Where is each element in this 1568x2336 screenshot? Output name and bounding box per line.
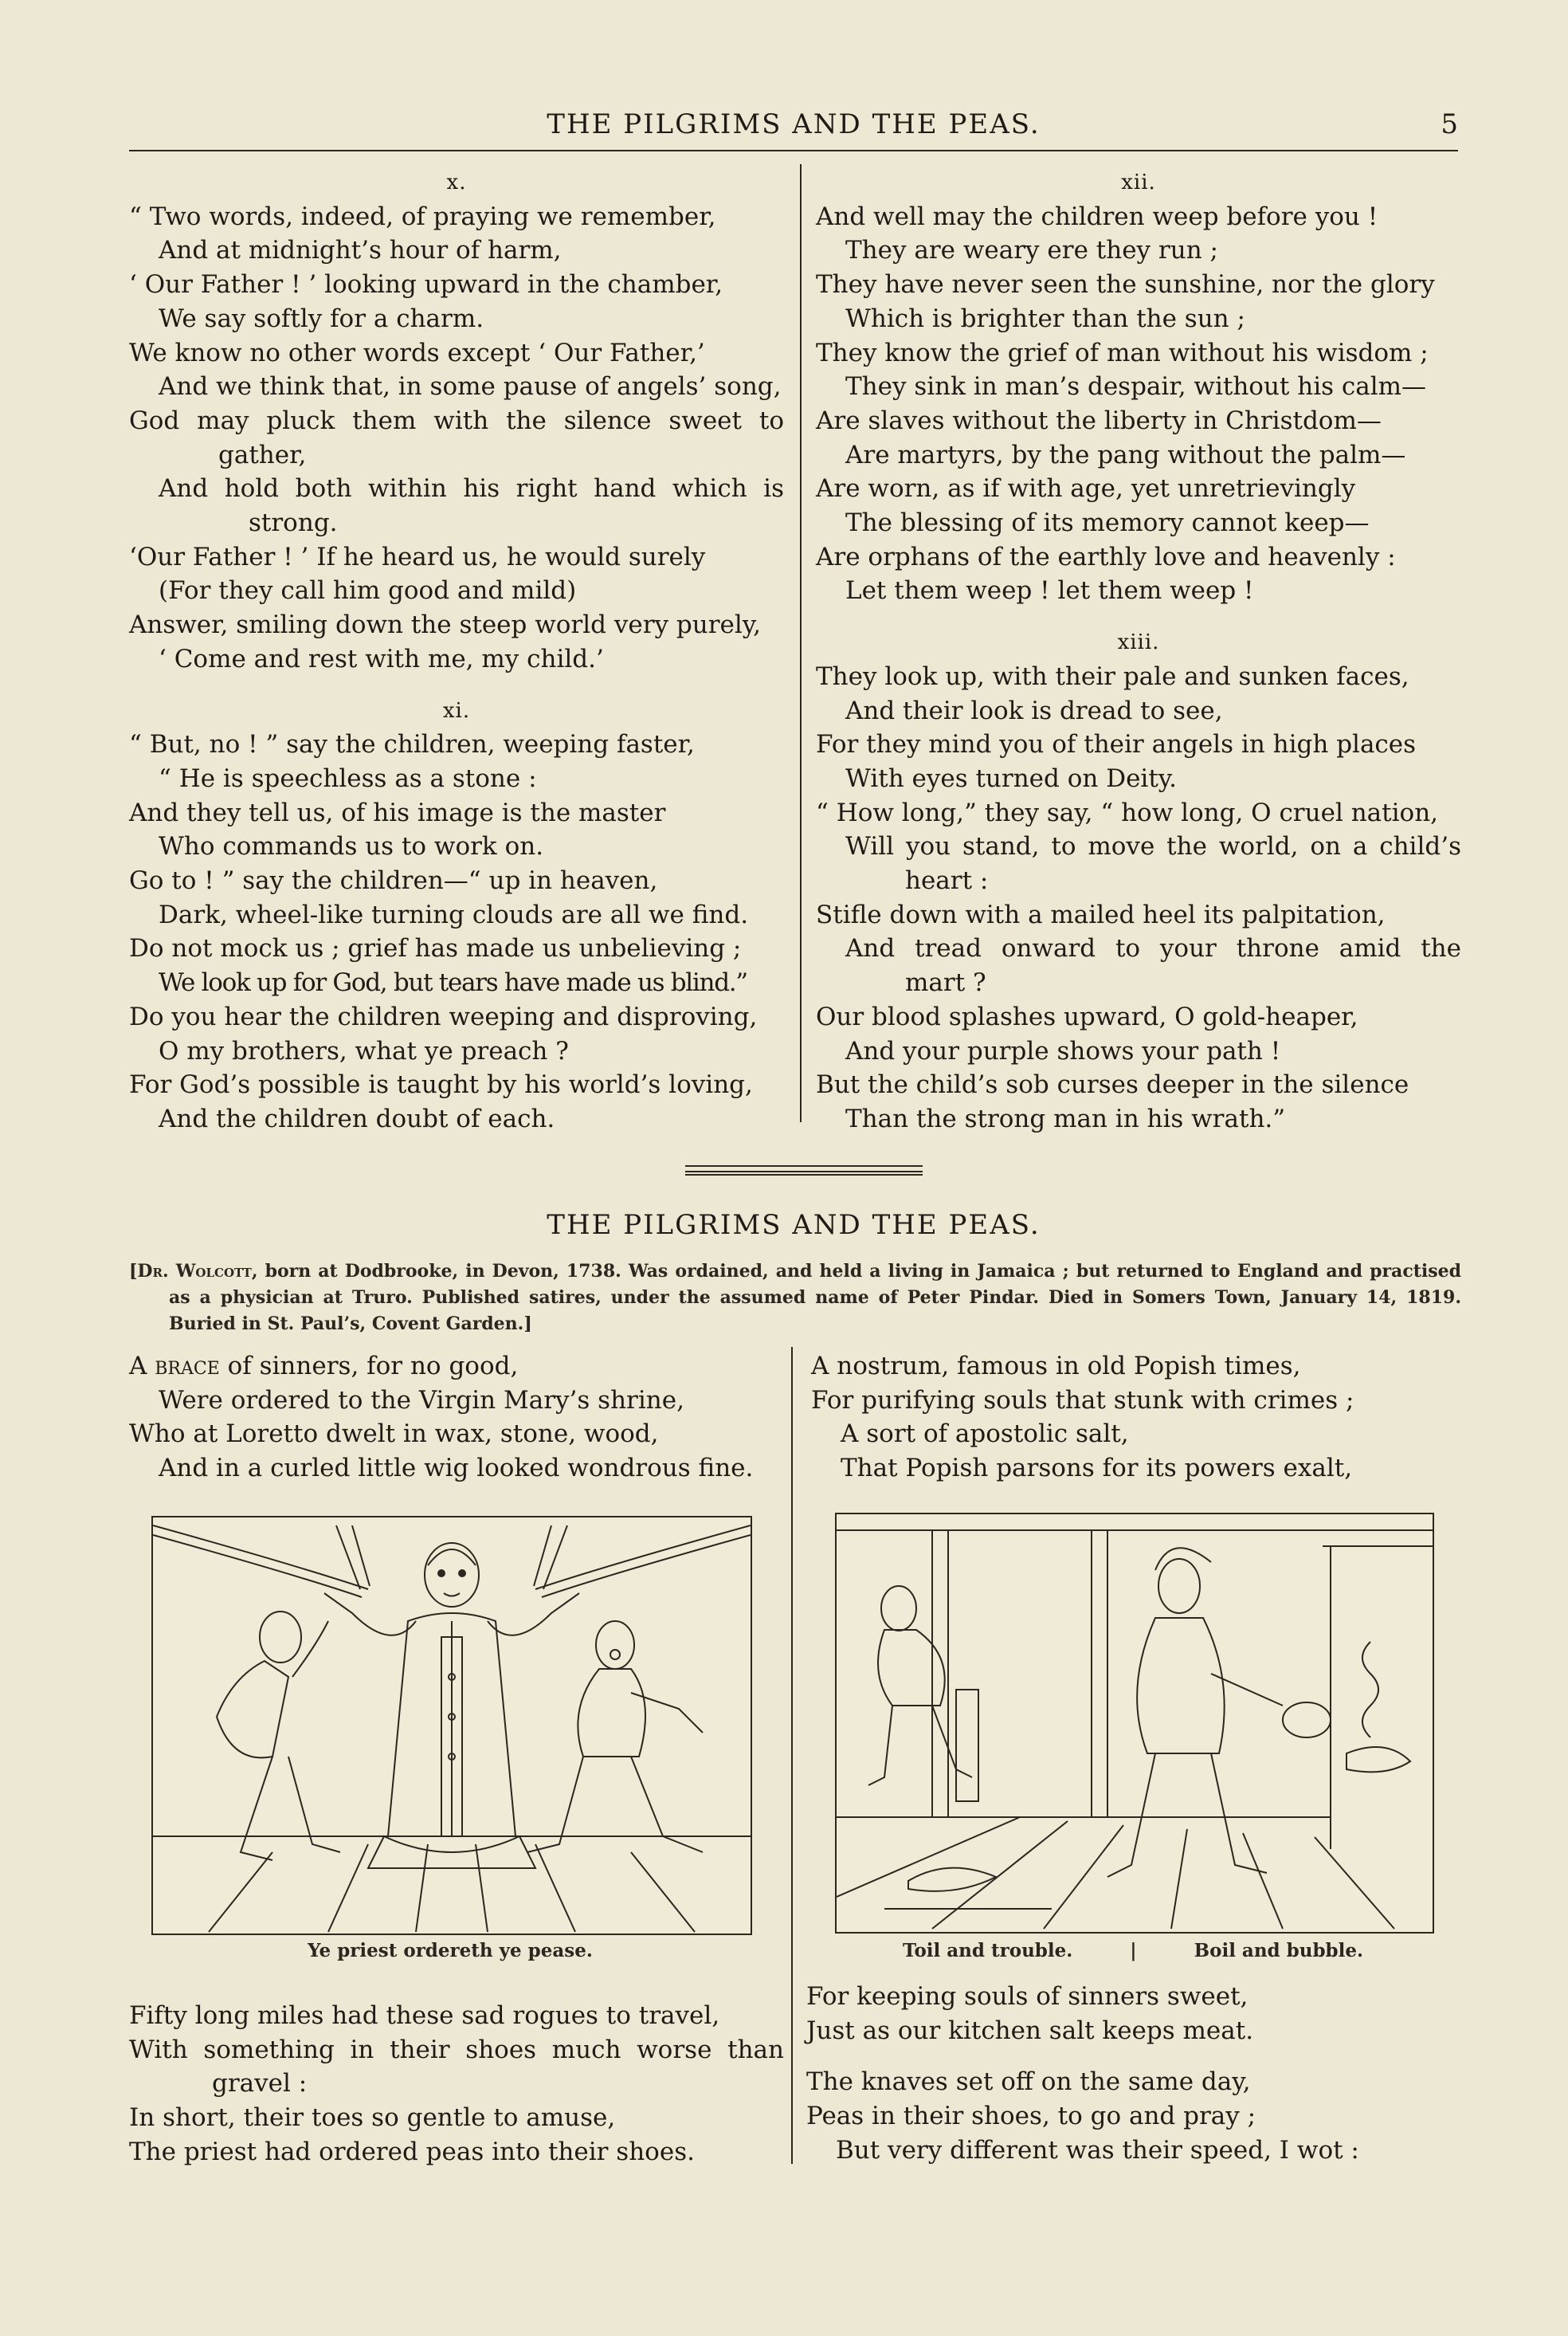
running-head-title: THE PILGRIMS AND THE PEAS. [547, 108, 1041, 140]
stanza-number: xi. [442, 698, 471, 723]
kitchen-scene-drawing [837, 1514, 1433, 1932]
verse-line: Just as our kitchen salt keeps meat. [806, 2016, 1254, 2045]
page-number: 5 [1441, 108, 1458, 140]
verse-line: of sinners, for no good, [219, 1352, 519, 1380]
caption-separator: | [1130, 1940, 1137, 1961]
section-divider-lower [685, 1174, 923, 1176]
verse-line: And tread onward to your throne amid the [845, 934, 1461, 964]
verse-line: Peas in their shoes, to go and pray ; [806, 2102, 1256, 2131]
verse-line: Answer, smiling down the steep world very purely, [129, 611, 762, 640]
verse-line: For keeping souls of sinners sweet, [806, 1982, 1249, 2011]
verse-line: They know the grief of man without his wisdom ; [816, 338, 1429, 367]
verse-line: A nostrum, famous in old Popish times, [811, 1352, 1301, 1380]
verse-line: For God’s possible is taught by his world’s loving, [129, 1070, 753, 1100]
verse-line: The knaves set off on the same day, [806, 2067, 1251, 2097]
verse-line: Let them weep ! let them weep ! [845, 576, 1254, 606]
verse-line: Dark, wheel-like turning clouds are all we find. [159, 900, 749, 929]
verse-line: We say softly for a charm. [159, 304, 484, 333]
verse-line: Are worn, as if with age, yet unretrievingly [816, 474, 1356, 504]
verse-line: Which is brighter than the sun ; [845, 304, 1245, 333]
verse-line: And hold both within his right hand which is [159, 474, 784, 504]
verse-line: And well may the children weep before you ! [816, 202, 1378, 231]
verse-line: Than the strong man in his wrath.” [845, 1104, 1286, 1133]
stanza-number: x. [446, 171, 467, 194]
column-divider-lower [791, 1347, 793, 2164]
verse-line: ‘ Our Father ! ’ looking upward in the chamber, [129, 270, 723, 300]
intro-text: born at Dodbrooke, in Devon, 1738. Was ordained, and held a living in Jamaica ; but returned to England and practised as a physician at Truro. Published satires, under the assumed name of Peter Pindar. Died in Somers Town, January 14, 1819. Buried in St. Paul’s, Covent Garden.] [169, 1261, 1461, 1334]
verse-line: Our blood splashes upward, O gold-heaper, [816, 1002, 1358, 1031]
section-divider [685, 1165, 923, 1172]
poem-title: THE PILGRIMS AND THE PEAS. [547, 1209, 1041, 1241]
verse-line: Are martyrs, by the pang without the palm— [845, 440, 1406, 469]
verse-line: Stifle down with a mailed heel its palpitation, [816, 900, 1386, 929]
right-column-upper [816, 166, 1461, 1137]
verse-line: And at midnight’s hour of harm, [159, 236, 562, 265]
verse-line: “ Two words, indeed, of praying we remember, [129, 202, 716, 231]
running-head [129, 108, 1458, 145]
verse-line: The priest had ordered peas into their shoes. [129, 2137, 695, 2166]
verse-line: With eyes turned on Deity. [845, 764, 1178, 793]
caption-right-part-b: Boil and bubble. [1194, 1940, 1363, 1961]
illustration-priest-orders-peas [151, 1516, 752, 1935]
left-column-lower-top [129, 1349, 784, 1486]
intro-bracket: [ [129, 1261, 138, 1282]
right-column-lower-top [811, 1349, 1461, 1486]
verse-lead-words: A brace [129, 1352, 220, 1380]
verse-line: O my brothers, what ye preach ? [159, 1036, 569, 1066]
verse-line: We look up for God, but tears have made us blind.” [159, 968, 747, 998]
verse-line: Are slaves without the liberty in Christdom— [816, 406, 1382, 435]
verse-line: The blessing of its memory cannot keep— [845, 508, 1370, 538]
verse-line: (For they call him good and mild) [159, 576, 577, 606]
verse-line: Who at Loretto dwelt in wax, stone, wood, [129, 1419, 659, 1449]
verse-line: Who commands us to work on. [159, 832, 544, 862]
verse-line: Go to ! ” say the children—“ up in heaven, [129, 866, 658, 896]
intro-author: Dr. Wolcott, [137, 1261, 258, 1282]
stanza-number: xii. [1121, 171, 1156, 194]
verse-line: But very different was their speed, I wot : [836, 2135, 1359, 2165]
caption-left-figure: Ye priest ordereth ye pease. [308, 1940, 593, 1961]
column-divider [800, 164, 802, 1122]
verse-line: Do not mock us ; grief has made us unbelieving ; [129, 934, 742, 964]
poem-introduction [129, 1258, 1461, 1337]
verse-line: And your purple shows your path ! [845, 1036, 1281, 1066]
verse-line: And in a curled little wig looked wondrous fine. [159, 1454, 754, 1483]
verse-line: They are weary ere they run ; [845, 236, 1218, 265]
verse-line: ‘Our Father ! ’ If he heard us, he would surely [129, 542, 706, 571]
verse-line: ‘ Come and rest with me, my child.’ [159, 644, 604, 673]
illustration-toil-and-trouble [835, 1513, 1434, 1934]
verse-line: God may pluck them with the silence sweet to [129, 406, 784, 435]
left-column-lower-bottom [129, 1999, 784, 2169]
left-column-upper [129, 166, 784, 1137]
verse-line: And their look is dread to see, [845, 696, 1223, 725]
verse-line: We know no other words except ‘ Our Father,’ [129, 338, 705, 367]
verse-line: “ He is speechless as a stone : [159, 764, 537, 793]
verse-line: gravel : [212, 2069, 308, 2098]
verse-line: They sink in man’s despair, without his calm— [845, 372, 1427, 402]
verse-line: And we think that, in some pause of angels’ song, [159, 372, 782, 402]
verse-line: That Popish parsons for its powers exalt, [841, 1454, 1353, 1483]
verse-line: In short, their toes so gentle to amuse, [129, 2103, 616, 2133]
header-rule [129, 150, 1458, 151]
verse-line: mart ? [905, 968, 986, 998]
verse-line: They look up, with their pale and sunken faces, [816, 662, 1409, 691]
caption-right-figure [835, 1940, 1431, 1961]
verse-line: And they tell us, of his image is the master [129, 798, 666, 827]
verse-line: strong. [249, 508, 338, 538]
verse-line: “ How long,” they say, “ how long, O cruel nation, [816, 798, 1439, 827]
verse-line: They have never seen the sunshine, nor the glory [816, 270, 1435, 300]
verse-line: And the children doubt of each. [159, 1104, 555, 1133]
verse-line: Are orphans of the earthly love and heavenly : [816, 542, 1396, 571]
verse-line: Were ordered to the Virgin Mary’s shrine, [159, 1385, 684, 1415]
priest-scene-drawing [153, 1517, 751, 1934]
verse-line: heart : [905, 866, 989, 896]
verse-line: A sort of apostolic salt, [841, 1419, 1129, 1449]
caption-right-part-a: Toil and trouble. [902, 1940, 1073, 1961]
stanza-number: xiii. [1117, 630, 1160, 655]
verse-line: Do you hear the children weeping and disproving, [129, 1002, 758, 1031]
verse-line: gather, [218, 440, 307, 469]
verse-line: For they mind you of their angels in high places [816, 730, 1417, 760]
verse-line: “ But, no ! ” say the children, weeping faster, [129, 730, 695, 760]
verse-line: But the child’s sob curses deeper in the silence [816, 1070, 1409, 1100]
verse-line: Will you stand, to move the world, on a child’s [845, 832, 1461, 862]
right-column-lower-bottom [806, 1980, 1461, 2168]
verse-line: For purifying souls that stunk with crimes ; [811, 1385, 1354, 1415]
verse-line: Fifty long miles had these sad rogues to travel, [129, 2001, 720, 2030]
verse-line: With something in their shoes much worse than [129, 2035, 784, 2064]
